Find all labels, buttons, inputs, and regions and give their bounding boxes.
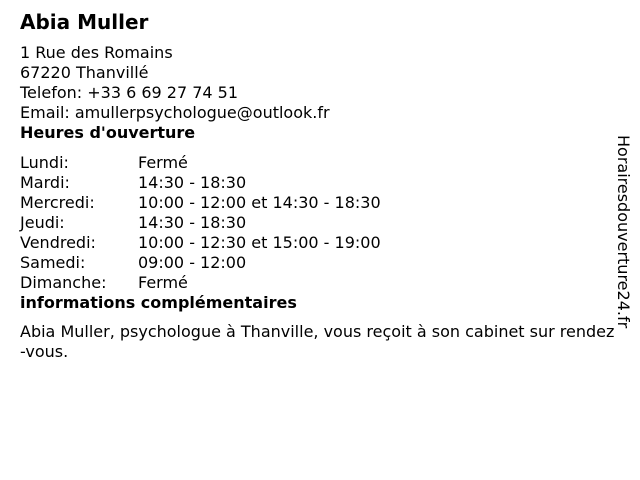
day-hours: 14:30 - 18:30 <box>138 213 247 232</box>
hours-row <box>20 193 381 213</box>
hours-row <box>20 233 381 253</box>
day-label: Mardi: <box>20 173 70 192</box>
info-description: Abia Muller, psychologue à Thanville, vous reçoit à son cabinet sur rendez-vous. <box>20 322 615 361</box>
hours-row <box>20 253 381 273</box>
day-hours: 14:30 - 18:30 <box>138 173 247 192</box>
day-hours: 10:00 - 12:00 et 14:30 - 18:30 <box>138 193 381 212</box>
day-hours: Fermé <box>138 153 188 172</box>
hours-row <box>20 213 381 233</box>
hours-table <box>20 153 381 293</box>
hours-heading: Heures d'ouverture <box>20 123 196 142</box>
email-address[interactable]: Email: amullerpsychologue@outlook.fr <box>20 103 330 122</box>
info-heading: informations complémentaires <box>20 293 297 312</box>
day-label: Dimanche: <box>20 273 107 292</box>
day-label: Lundi: <box>20 153 69 172</box>
hours-row <box>20 153 381 173</box>
day-label: Vendredi: <box>20 233 96 252</box>
day-hours: Fermé <box>138 273 188 292</box>
day-hours: 10:00 - 12:30 et 15:00 - 19:00 <box>138 233 381 252</box>
day-label: Mercredi: <box>20 193 95 212</box>
business-name: Abia Muller <box>20 10 149 34</box>
hours-row <box>20 273 381 293</box>
address-street: 1 Rue des Romains <box>20 43 173 62</box>
phone-number[interactable]: Telefon: +33 6 69 27 74 51 <box>20 83 239 102</box>
day-label: Jeudi: <box>20 213 65 232</box>
contact-block <box>20 43 610 123</box>
business-card <box>20 10 615 362</box>
hours-row <box>20 173 381 193</box>
day-hours: 09:00 - 12:00 <box>138 253 247 272</box>
address-city: 67220 Thanvillé <box>20 63 149 82</box>
day-label: Samedi: <box>20 253 86 272</box>
site-watermark: Horairesdouverture24.fr <box>614 135 633 329</box>
